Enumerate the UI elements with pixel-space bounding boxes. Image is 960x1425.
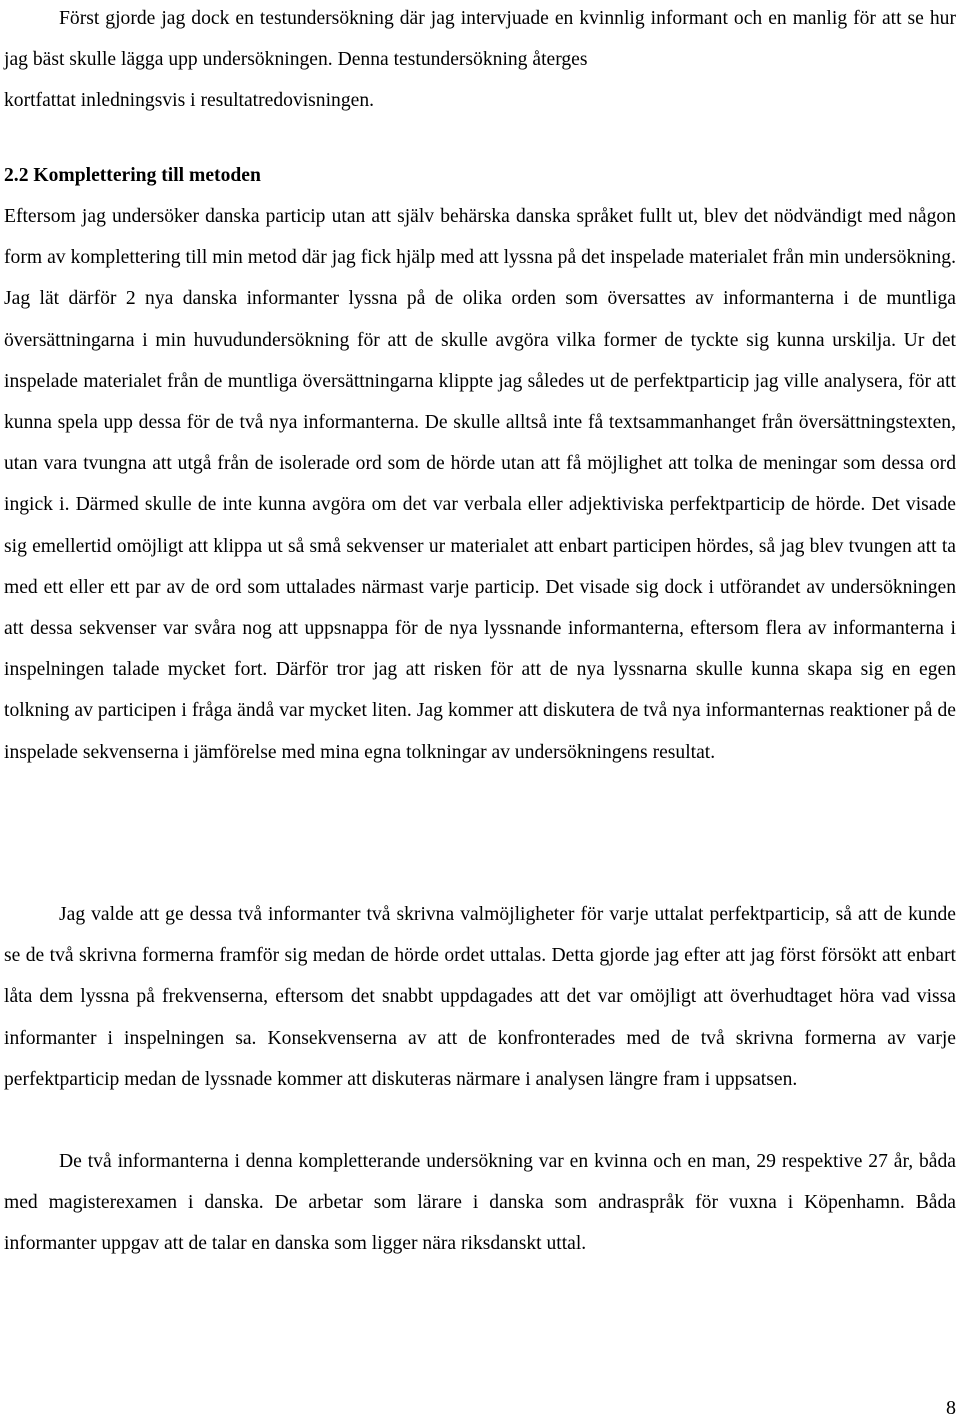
intro-paragraph: Först gjorde jag dock en testundersökning där jag intervjuade en kvinnlig informant och en manlig för att se hur jag bäst skulle lägga upp undersökningen. Denna testundersökning återges — [4, 8, 956, 71]
informants-paragraph: De två informanterna i denna kompletterande undersökning var en kvinna och en man, 29 respektive 27 år, båda med magisterexamen i danska. De arbetar som lärare i danska som andraspråk för vuxna i Köpenhamn. Båda informanter uppgav att de talar en danska som ligger nära riksdanskt uttal. — [4, 1151, 956, 1255]
intro-paragraph-end: kortfattat inledningsvis i resultatredovisningen. — [4, 90, 375, 111]
method-paragraph: Eftersom jag undersöker danska particip utan att själv behärska danska språket fullt ut, blev det nödvändigt med någon form av komplettering till min metod där jag fick hjälp med att lyssna på det inspelade materialet från min undersökning. Jag lät därför 2 nya danska informanter lyssna på de olika orden som översattes av informanterna i de muntliga översättningarna i min huvudundersökning för att de skulle avgöra vilka former de tyckte sig kunna urskilja. Ur det inspelade materialet från de muntliga översättningarna klippte jag således ut de perfektparticip jag ville analysera, för att kunna spela upp dessa för de två nya informanterna. De skulle alltså inte få textsammanhanget från översättningstexten, utan vara tvungna att utgå från de isolerade ord som de hörde utan att få möjlighet att tolka de meningar som dessa ord ingick i. Därmed skulle de inte kunna avgöra om det var verbala eller adjektiviska perfektparticip de hörde. Det visade sig emellertid omöjligt att klippa ut så små sekvenser ur materialet att enbart participen hördes, så jag blev tvungen att ta med ett eller ett par av de ord som uttalades närmast varje particip. Det visade sig dock i utförandet av undersökningen att dessa sekvenser var svåra nog att uppsnappa för de nya lyssnande informanterna, eftersom flera av informanterna i inspelningen talade mycket fort. Därför tror jag att risken för att de nya lyssnarna skulle kunna skapa sig en egen tolkning av participen i fråga ändå var mycket liten. Jag kommer att diskutera de två nya informanternas reaktioner på de inspelade sekvenserna i jämförelse med mina egna tolkningar av undersökningens resultat. — [4, 206, 956, 763]
choices-paragraph: Jag valde att ge dessa två informanter två skrivna valmöjligheter för varje uttalat perfektparticip, så att de kunde se de två skrivna formerna framför sig medan de hörde ordet uttalas. Detta gjorde jag efter att jag först försökt att enbart låta dem lyssna på frekvenserna, eftersom det snabbt uppdagades att det var omöjligt att överhudtaget höra vad vissa informanter i inspelningen sa. Konsekvenserna av att de konfronterades med de två skrivna formerna av varje perfektparticip medan de lyssnade kommer att diskuteras närmare i analysen längre fram i uppsatsen. — [4, 904, 956, 1090]
page-number: 8 — [946, 1397, 956, 1419]
section-heading: 2.2 Komplettering till metoden — [4, 165, 261, 186]
